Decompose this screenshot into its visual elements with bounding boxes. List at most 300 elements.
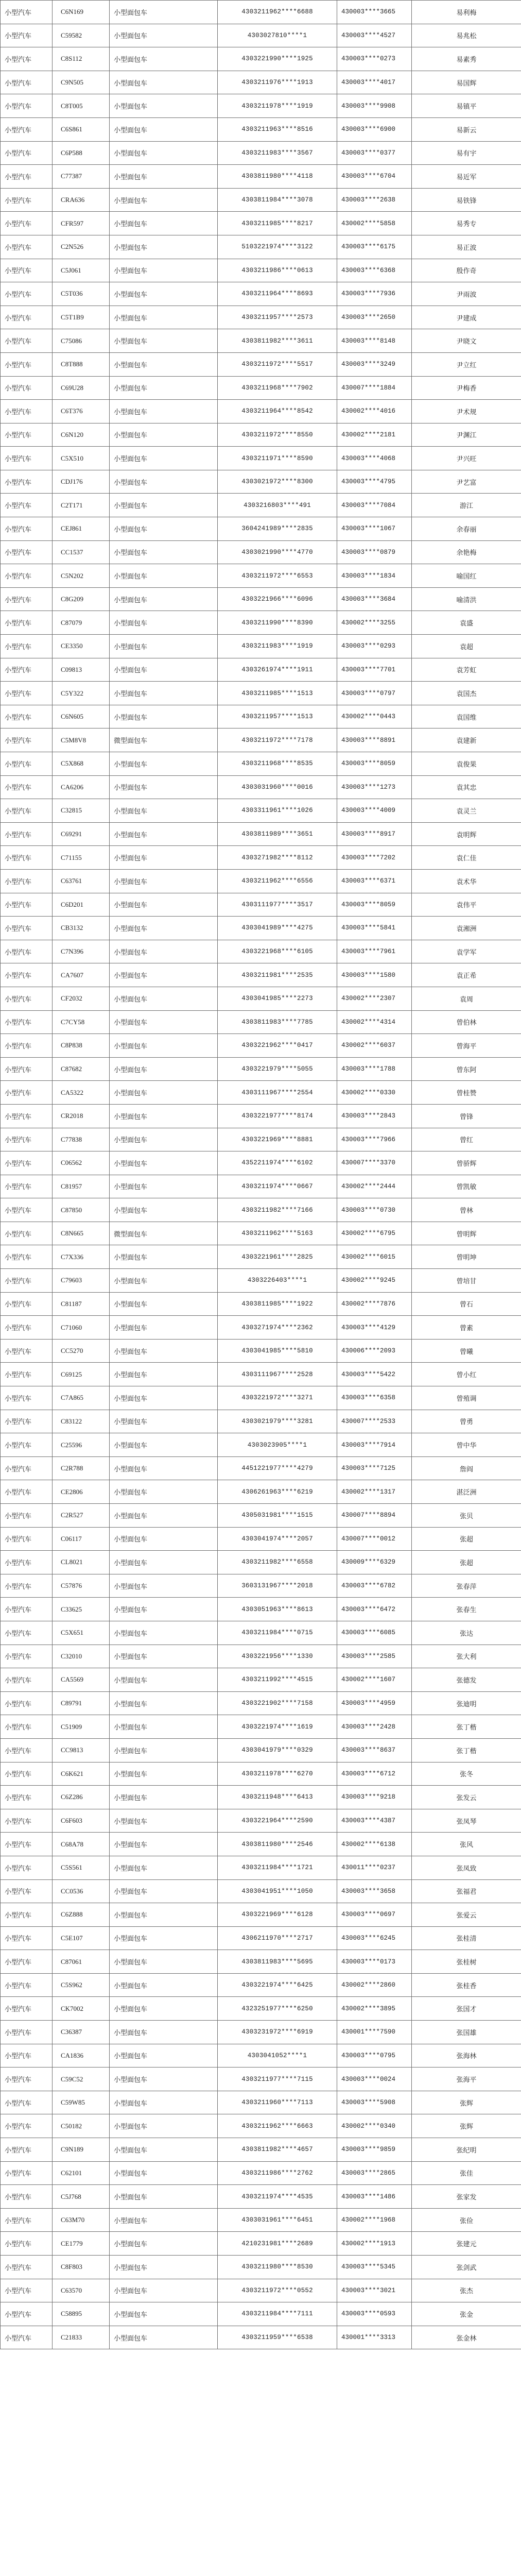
vehicle-model-cell: 小型面包车 — [110, 470, 218, 494]
vehicle-model-cell: 小型面包车 — [110, 1010, 218, 1034]
owner-name-cell: 湛泛洲 — [412, 1480, 521, 1504]
table-row — [1, 1879, 521, 1903]
vehicle-type-cell: 小型汽车 — [1, 165, 53, 189]
table-row — [1, 2302, 521, 2326]
plate-number-cell: C2N526 — [53, 235, 110, 259]
table-row — [1, 1715, 521, 1739]
address-code-cell: 430003****5345 — [337, 2256, 412, 2279]
id-number-cell: 4303311961****1026 — [218, 799, 337, 823]
address-code-cell: 430007****0012 — [337, 1527, 412, 1551]
vehicle-model-cell: 小型面包车 — [110, 1715, 218, 1739]
vehicle-model-cell: 小型面包车 — [110, 846, 218, 870]
plate-number-cell: C32010 — [53, 1645, 110, 1668]
plate-number-cell: CB3132 — [53, 917, 110, 940]
vehicle-model-cell: 小型面包车 — [110, 141, 218, 165]
vehicle-model-cell: 小型面包车 — [110, 1645, 218, 1668]
address-code-cell: 430003****9218 — [337, 1786, 412, 1809]
owner-name-cell: 尹艺富 — [412, 470, 521, 494]
address-code-cell: 430003****0273 — [337, 47, 412, 71]
address-code-cell: 430002****0443 — [337, 705, 412, 728]
id-number-cell: 4303221966****6096 — [218, 587, 337, 611]
plate-number-cell: C2T171 — [53, 494, 110, 517]
plate-number-cell: C63761 — [53, 869, 110, 893]
vehicle-model-cell: 小型面包车 — [110, 2114, 218, 2138]
id-number-cell: 4303211972****0552 — [218, 2279, 337, 2302]
plate-number-cell: CE3350 — [53, 635, 110, 658]
owner-name-cell: 张达 — [412, 1621, 521, 1645]
id-number-cell: 4303221969****6128 — [218, 1903, 337, 1927]
address-code-cell: 430003****4009 — [337, 799, 412, 823]
plate-number-cell: C51909 — [53, 1715, 110, 1739]
vehicle-model-cell: 小型面包车 — [110, 1879, 218, 1903]
vehicle-model-cell: 小型面包车 — [110, 1926, 218, 1950]
owner-name-cell: 张桂清 — [412, 1926, 521, 1950]
owner-name-cell: 袁周 — [412, 987, 521, 1010]
id-number-cell: 4303221974****6425 — [218, 1973, 337, 1997]
vehicle-model-cell: 小型面包车 — [110, 1410, 218, 1433]
vehicle-type-cell: 小型汽车 — [1, 658, 53, 682]
table-row — [1, 2279, 521, 2302]
plate-number-cell: C63M70 — [53, 2208, 110, 2232]
address-code-cell: 430003****6358 — [337, 1386, 412, 1410]
vehicle-model-cell: 小型面包车 — [110, 752, 218, 776]
owner-name-cell: 张桂香 — [412, 1973, 521, 1997]
id-number-cell: 4303211962****6556 — [218, 869, 337, 893]
vehicle-model-cell: 小型面包车 — [110, 2044, 218, 2067]
plate-number-cell: CE1779 — [53, 2232, 110, 2256]
vehicle-type-cell: 小型汽车 — [1, 1175, 53, 1198]
address-code-cell: 430003****3684 — [337, 587, 412, 611]
table-row — [1, 141, 521, 165]
owner-name-cell: 张春生 — [412, 1598, 521, 1621]
address-code-cell: 430006****2093 — [337, 1339, 412, 1363]
vehicle-type-cell: 小型汽车 — [1, 682, 53, 705]
vehicle-type-cell: 小型汽车 — [1, 775, 53, 799]
plate-number-cell: C6T376 — [53, 400, 110, 423]
plate-number-cell: C50182 — [53, 2114, 110, 2138]
vehicle-type-cell: 小型汽车 — [1, 963, 53, 987]
vehicle-type-cell: 小型汽车 — [1, 1386, 53, 1410]
vehicle-model-cell: 小型面包车 — [110, 1786, 218, 1809]
vehicle-model-cell: 小型面包车 — [110, 517, 218, 541]
owner-name-cell: 张福君 — [412, 1879, 521, 1903]
table-row — [1, 470, 521, 494]
table-row — [1, 587, 521, 611]
plate-number-cell: C8G209 — [53, 587, 110, 611]
vehicle-type-cell: 小型汽车 — [1, 1551, 53, 1574]
vehicle-type-cell: 小型汽车 — [1, 1950, 53, 1974]
table-row — [1, 1668, 521, 1692]
vehicle-model-cell: 小型面包车 — [110, 611, 218, 635]
vehicle-type-cell: 小型汽车 — [1, 1151, 53, 1175]
vehicle-model-cell: 小型面包车 — [110, 869, 218, 893]
id-number-cell: 3604241989****2835 — [218, 517, 337, 541]
plate-number-cell: C5S962 — [53, 1973, 110, 1997]
table-row — [1, 2091, 521, 2114]
vehicle-model-cell: 小型面包车 — [110, 1034, 218, 1058]
table-row — [1, 893, 521, 917]
id-number-cell: 4303023905****1 — [218, 1433, 337, 1457]
id-number-cell: 4303211968****7902 — [218, 376, 337, 400]
id-number-cell: 4303211982****6558 — [218, 1551, 337, 1574]
plate-number-cell: C87850 — [53, 1198, 110, 1222]
owner-name-cell: 袁术华 — [412, 869, 521, 893]
address-code-cell: 430003****7701 — [337, 658, 412, 682]
vehicle-model-cell: 小型面包车 — [110, 1269, 218, 1293]
vehicle-model-cell: 小型面包车 — [110, 2021, 218, 2044]
vehicle-model-cell: 小型面包车 — [110, 940, 218, 963]
vehicle-type-cell: 小型汽车 — [1, 1598, 53, 1621]
id-number-cell: 4303211983****1919 — [218, 635, 337, 658]
table-row — [1, 705, 521, 728]
id-number-cell: 4303811985****1922 — [218, 1292, 337, 1316]
owner-name-cell: 张杰 — [412, 2279, 521, 2302]
table-row — [1, 2326, 521, 2349]
vehicle-type-cell: 小型汽车 — [1, 1973, 53, 1997]
plate-number-cell: C87061 — [53, 1950, 110, 1974]
address-code-cell: 430003****8917 — [337, 822, 412, 846]
address-code-cell: 430002****5858 — [337, 212, 412, 235]
owner-name-cell: 易正波 — [412, 235, 521, 259]
id-number-cell: 4303211972****5517 — [218, 352, 337, 376]
table-row — [1, 1316, 521, 1340]
vehicle-type-cell: 小型汽车 — [1, 447, 53, 470]
address-code-cell: 430003****0173 — [337, 1950, 412, 1974]
address-code-cell: 430003****4068 — [337, 447, 412, 470]
vehicle-type-cell: 小型汽车 — [1, 212, 53, 235]
id-number-cell: 4303271974****2362 — [218, 1316, 337, 1340]
address-code-cell: 430003****1486 — [337, 2185, 412, 2209]
vehicle-model-cell: 小型面包车 — [110, 1504, 218, 1528]
plate-number-cell: C7X336 — [53, 1245, 110, 1269]
vehicle-model-cell: 小型面包车 — [110, 1198, 218, 1222]
vehicle-type-cell: 小型汽车 — [1, 1926, 53, 1950]
plate-number-cell: C6Z888 — [53, 1903, 110, 1927]
vehicle-type-cell: 小型汽车 — [1, 1809, 53, 1833]
id-number-cell: 4303211985****1513 — [218, 682, 337, 705]
vehicle-type-cell: 小型汽车 — [1, 1057, 53, 1081]
vehicle-model-cell: 小型面包车 — [110, 775, 218, 799]
table-row — [1, 306, 521, 329]
id-number-cell: 4303211984****0715 — [218, 1621, 337, 1645]
id-number-cell: 4303211957****2573 — [218, 306, 337, 329]
table-row — [1, 540, 521, 564]
plate-number-cell: C32815 — [53, 799, 110, 823]
vehicle-type-cell: 小型汽车 — [1, 1245, 53, 1269]
plate-number-cell: C8S112 — [53, 47, 110, 71]
address-code-cell: 430003****2865 — [337, 2161, 412, 2185]
vehicle-type-cell: 小型汽车 — [1, 705, 53, 728]
vehicle-model-cell: 小型面包车 — [110, 188, 218, 212]
id-number-cell: 4303211963****8516 — [218, 117, 337, 141]
id-number-cell: 4303211983****3567 — [218, 141, 337, 165]
owner-name-cell: 袁伟平 — [412, 893, 521, 917]
vehicle-type-cell: 小型汽车 — [1, 1574, 53, 1598]
id-number-cell: 4303221972****3271 — [218, 1386, 337, 1410]
address-code-cell: 430007****3370 — [337, 1151, 412, 1175]
plate-number-cell: C71060 — [53, 1316, 110, 1340]
id-number-cell: 4303211984****7111 — [218, 2302, 337, 2326]
table-row — [1, 1034, 521, 1058]
address-code-cell: 430002****1317 — [337, 1480, 412, 1504]
plate-number-cell: C59C52 — [53, 2067, 110, 2091]
address-code-cell: 430003****6368 — [337, 259, 412, 282]
table-row — [1, 1480, 521, 1504]
owner-name-cell: 张佳 — [412, 2161, 521, 2185]
vehicle-type-cell: 小型汽车 — [1, 1527, 53, 1551]
address-code-cell: 430002****0330 — [337, 1081, 412, 1105]
vehicle-type-cell: 小型汽车 — [1, 1504, 53, 1528]
address-code-cell: 430002****2181 — [337, 423, 412, 447]
vehicle-model-cell: 小型面包车 — [110, 1527, 218, 1551]
owner-name-cell: 张纪明 — [412, 2138, 521, 2162]
table-row — [1, 1527, 521, 1551]
owner-name-cell: 张冬 — [412, 1762, 521, 1786]
table-row — [1, 1598, 521, 1621]
id-number-cell: 4303811984****3078 — [218, 188, 337, 212]
address-code-cell: 430002****1607 — [337, 1668, 412, 1692]
owner-name-cell: 喻国红 — [412, 564, 521, 588]
address-code-cell: 430003****8059 — [337, 752, 412, 776]
table-row — [1, 94, 521, 118]
vehicle-model-cell: 小型面包车 — [110, 987, 218, 1010]
vehicle-type-cell: 小型汽车 — [1, 400, 53, 423]
id-number-cell: 3603131967****2018 — [218, 1574, 337, 1598]
address-code-cell: 430003****3658 — [337, 1879, 412, 1903]
vehicle-type-cell: 小型汽车 — [1, 1833, 53, 1856]
vehicle-model-cell: 小型面包车 — [110, 447, 218, 470]
address-code-cell: 430001****7590 — [337, 2021, 412, 2044]
owner-name-cell: 曾中华 — [412, 1433, 521, 1457]
table-row — [1, 564, 521, 588]
plate-number-cell: C5T1B9 — [53, 306, 110, 329]
vehicle-type-cell: 小型汽车 — [1, 259, 53, 282]
owner-name-cell: 袁芳虹 — [412, 658, 521, 682]
vehicle-type-cell: 小型汽车 — [1, 2021, 53, 2044]
owner-name-cell: 张俭 — [412, 2208, 521, 2232]
vehicle-model-cell: 小型面包车 — [110, 799, 218, 823]
address-code-cell: 430002****1968 — [337, 2208, 412, 2232]
id-number-cell: 4303111977****3517 — [218, 893, 337, 917]
owner-name-cell: 尹晓文 — [412, 329, 521, 353]
id-number-cell: 4303211959****6538 — [218, 2326, 337, 2349]
id-number-cell: 4303211977****7115 — [218, 2067, 337, 2091]
vehicle-type-cell: 小型汽车 — [1, 1668, 53, 1692]
table-row — [1, 1057, 521, 1081]
id-number-cell: 4352211974****6102 — [218, 1151, 337, 1175]
owner-name-cell: 袁学军 — [412, 940, 521, 963]
vehicle-model-cell: 小型面包车 — [110, 376, 218, 400]
owner-name-cell: 易秀专 — [412, 212, 521, 235]
plate-number-cell: C71155 — [53, 846, 110, 870]
vehicle-model-cell: 小型面包车 — [110, 71, 218, 94]
id-number-cell: 4303211982****7166 — [218, 1198, 337, 1222]
vehicle-type-cell: 小型汽车 — [1, 1010, 53, 1034]
vehicle-model-cell: 小型面包车 — [110, 822, 218, 846]
plate-number-cell: C63570 — [53, 2279, 110, 2302]
id-number-cell: 4303211986****0613 — [218, 259, 337, 282]
vehicle-model-cell: 小型面包车 — [110, 165, 218, 189]
plate-number-cell: C6S861 — [53, 117, 110, 141]
vehicle-type-cell: 小型汽车 — [1, 1339, 53, 1363]
owner-name-cell: 尹渊江 — [412, 423, 521, 447]
id-number-cell: 4303041951****1050 — [218, 1879, 337, 1903]
table-row — [1, 235, 521, 259]
table-row — [1, 869, 521, 893]
address-code-cell: 430003****0593 — [337, 2302, 412, 2326]
owner-name-cell: 张爱云 — [412, 1903, 521, 1927]
address-code-cell: 430003****4959 — [337, 1691, 412, 1715]
id-number-cell: 4303811983****5695 — [218, 1950, 337, 1974]
id-number-cell: 4303021990****4770 — [218, 540, 337, 564]
table-row — [1, 1010, 521, 1034]
vehicle-model-cell: 小型面包车 — [110, 1, 218, 24]
table-row — [1, 1621, 521, 1645]
table-row — [1, 728, 521, 752]
id-number-cell: 4303216803****491 — [218, 494, 337, 517]
address-code-cell: 430002****2307 — [337, 987, 412, 1010]
vehicle-model-cell: 微型面包车 — [110, 1222, 218, 1245]
owner-name-cell: 游江 — [412, 494, 521, 517]
table-row — [1, 2161, 521, 2185]
address-code-cell: 430003****5422 — [337, 1363, 412, 1386]
address-code-cell: 430003****7125 — [337, 1456, 412, 1480]
table-row — [1, 1151, 521, 1175]
owner-name-cell: 曾东阿 — [412, 1057, 521, 1081]
plate-number-cell: CA5569 — [53, 1668, 110, 1692]
plate-number-cell: CC1537 — [53, 540, 110, 564]
plate-number-cell: CF2032 — [53, 987, 110, 1010]
address-code-cell: 430002****4314 — [337, 1010, 412, 1034]
address-code-cell: 430002****6015 — [337, 1245, 412, 1269]
address-code-cell: 430003****5841 — [337, 917, 412, 940]
owner-name-cell: 曾培甘 — [412, 1269, 521, 1293]
vehicle-type-cell: 小型汽车 — [1, 306, 53, 329]
vehicle-type-cell: 小型汽车 — [1, 893, 53, 917]
table-row — [1, 2021, 521, 2044]
id-number-cell: 4303811980****2546 — [218, 1833, 337, 1856]
table-row — [1, 1809, 521, 1833]
id-number-cell: 4303231972****6919 — [218, 2021, 337, 2044]
vehicle-model-cell: 小型面包车 — [110, 2232, 218, 2256]
plate-number-cell: C5J768 — [53, 2185, 110, 2209]
vehicle-type-cell: 小型汽车 — [1, 94, 53, 118]
owner-name-cell: 袁正希 — [412, 963, 521, 987]
address-code-cell: 430003****8059 — [337, 893, 412, 917]
vehicle-model-cell: 小型面包车 — [110, 1128, 218, 1151]
address-code-cell: 430002****9245 — [337, 1269, 412, 1293]
owner-name-cell: 张国雄 — [412, 2021, 521, 2044]
table-row — [1, 1504, 521, 1528]
vehicle-model-cell: 小型面包车 — [110, 1809, 218, 1833]
vehicle-type-cell: 小型汽车 — [1, 1645, 53, 1668]
plate-number-cell: CEJ861 — [53, 517, 110, 541]
vehicle-type-cell: 小型汽车 — [1, 1856, 53, 1879]
plate-number-cell: C5Y322 — [53, 682, 110, 705]
id-number-cell: 4303211981****2535 — [218, 963, 337, 987]
vehicle-model-cell: 小型面包车 — [110, 2067, 218, 2091]
plate-number-cell: C8F803 — [53, 2256, 110, 2279]
vehicle-model-cell: 小型面包车 — [110, 2185, 218, 2209]
plate-number-cell: C9N189 — [53, 2138, 110, 2162]
id-number-cell: 4305031981****1515 — [218, 1504, 337, 1528]
address-code-cell: 430003****9908 — [337, 94, 412, 118]
address-code-cell: 430003****6245 — [337, 1926, 412, 1950]
vehicle-type-cell: 小型汽车 — [1, 1738, 53, 1762]
vehicle-type-cell: 小型汽车 — [1, 1081, 53, 1105]
id-number-cell: 4303211976****1913 — [218, 71, 337, 94]
owner-name-cell: 张金 — [412, 2302, 521, 2326]
table-row — [1, 2138, 521, 2162]
vehicle-type-cell: 小型汽车 — [1, 940, 53, 963]
vehicle-type-cell: 小型汽车 — [1, 1762, 53, 1786]
plate-number-cell: C59582 — [53, 24, 110, 47]
table-row — [1, 1645, 521, 1668]
vehicle-model-cell: 小型面包车 — [110, 1081, 218, 1105]
vehicle-model-cell: 小型面包车 — [110, 917, 218, 940]
plate-number-cell: C83122 — [53, 1410, 110, 1433]
plate-number-cell: C6D201 — [53, 893, 110, 917]
address-code-cell: 430003****4017 — [337, 71, 412, 94]
table-row — [1, 259, 521, 282]
address-code-cell: 430001****3313 — [337, 2326, 412, 2349]
address-code-cell: 430002****7876 — [337, 1292, 412, 1316]
id-number-cell: 4303021972****8300 — [218, 470, 337, 494]
vehicle-type-cell: 小型汽车 — [1, 1222, 53, 1245]
address-code-cell: 430003****3021 — [337, 2279, 412, 2302]
id-number-cell: 4303211972****6553 — [218, 564, 337, 588]
vehicle-type-cell: 小型汽车 — [1, 799, 53, 823]
id-number-cell: 4303811982****3611 — [218, 329, 337, 353]
plate-number-cell: C5S561 — [53, 1856, 110, 1879]
vehicle-type-cell: 小型汽车 — [1, 2326, 53, 2349]
address-code-cell: 430003****2585 — [337, 1645, 412, 1668]
address-code-cell: 430003****2843 — [337, 1104, 412, 1128]
vehicle-model-cell: 小型面包车 — [110, 282, 218, 306]
address-code-cell: 430003****9859 — [337, 2138, 412, 2162]
table-row — [1, 1292, 521, 1316]
vehicle-model-cell: 小型面包车 — [110, 1574, 218, 1598]
vehicle-model-cell: 小型面包车 — [110, 1386, 218, 1410]
vehicle-model-cell: 小型面包车 — [110, 2208, 218, 2232]
vehicle-model-cell: 小型面包车 — [110, 212, 218, 235]
owner-name-cell: 曾殖调 — [412, 1386, 521, 1410]
plate-number-cell: C8T005 — [53, 94, 110, 118]
vehicle-model-cell: 小型面包车 — [110, 658, 218, 682]
id-number-cell: 4303031960****0016 — [218, 775, 337, 799]
plate-number-cell: CDJ176 — [53, 470, 110, 494]
vehicle-type-cell: 小型汽车 — [1, 1104, 53, 1128]
vehicle-type-cell: 小型汽车 — [1, 282, 53, 306]
id-number-cell: 4303211986****2762 — [218, 2161, 337, 2185]
owner-name-cell: 张德发 — [412, 1668, 521, 1692]
vehicle-type-cell: 小型汽车 — [1, 517, 53, 541]
plate-number-cell: C5E107 — [53, 1926, 110, 1950]
address-code-cell: 430002****6037 — [337, 1034, 412, 1058]
vehicle-model-cell: 小型面包车 — [110, 1598, 218, 1621]
vehicle-type-cell: 小型汽车 — [1, 540, 53, 564]
vehicle-type-cell: 小型汽车 — [1, 1128, 53, 1151]
vehicle-model-cell: 小型面包车 — [110, 117, 218, 141]
id-number-cell: 4303111967****2554 — [218, 1081, 337, 1105]
owner-name-cell: 曾桂赞 — [412, 1081, 521, 1105]
owner-name-cell: 曾红 — [412, 1128, 521, 1151]
plate-number-cell: C69U28 — [53, 376, 110, 400]
owner-name-cell: 张丁楷 — [412, 1738, 521, 1762]
id-number-cell: 4303811983****7785 — [218, 1010, 337, 1034]
id-number-cell: 4303221902****7158 — [218, 1691, 337, 1715]
address-code-cell: 430003****1273 — [337, 775, 412, 799]
